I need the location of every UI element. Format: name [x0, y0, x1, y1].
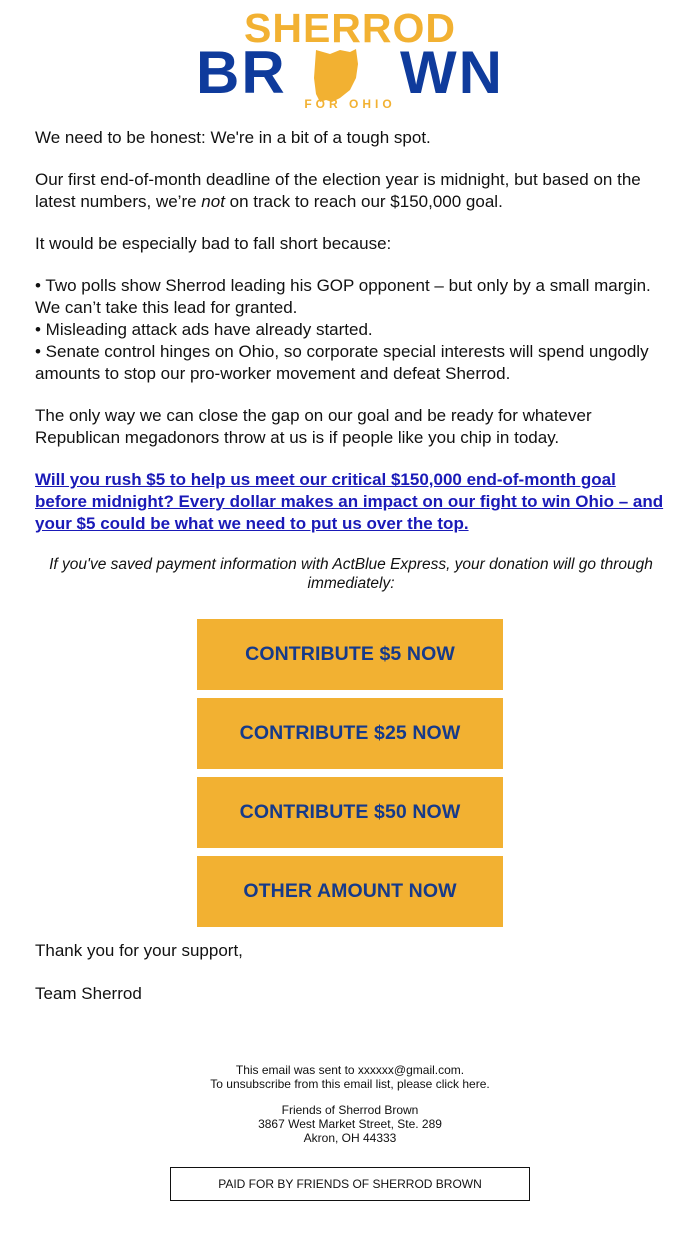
logo-sherrod-text: SHERROD — [243, 6, 457, 51]
deadline-text-a: Our first end-of-month deadline of the election year is midnight, but based on the latest numbers, we’re — [35, 170, 641, 211]
logo-for-ohio-text: FOR OHIO — [304, 97, 396, 111]
campaign-logo — [190, 6, 510, 112]
footer-recipient — [0, 1063, 700, 1091]
email-body — [35, 127, 667, 613]
deadline-paragraph — [35, 169, 667, 213]
reason-item: • Misleading attack ads have already started. — [35, 320, 373, 339]
intro-paragraph: We need to be honest: We're in a bit of a tough spot. — [35, 128, 431, 147]
address-line-2: Akron, OH 44333 — [303, 1131, 397, 1145]
reasons-list — [35, 275, 667, 385]
thanks-text: Thank you for your support, — [35, 941, 243, 960]
ohio-shape-icon — [314, 49, 358, 102]
fall-short-paragraph: It would be especially bad to fall short because: — [35, 234, 392, 253]
address-line-1: 3867 West Market Street, Ste. 289 — [258, 1117, 442, 1131]
logo-brown-right-text: WN — [400, 39, 504, 106]
reason-item: • Two polls show Sherrod leading his GOP opponent – but only by a small margin. We can’t take this lead for granted. — [35, 276, 651, 317]
sent-to-text: This email was sent to xxxxxx@gmail.com. — [235, 1063, 465, 1077]
reason-item: • Senate control hinges on Ohio, so corporate special interests will spend ungodly amounts to stop our pro-worker movement and defeat Sherrod. — [35, 342, 649, 383]
contribute-50-button[interactable]: CONTRIBUTE $50 NOW — [197, 777, 503, 848]
signoff-text: Team Sherrod — [35, 984, 142, 1003]
logo-brown-left-text: BR — [196, 39, 287, 106]
contribute-25-button[interactable]: CONTRIBUTE $25 NOW — [197, 698, 503, 769]
unsubscribe-link[interactable]: To unsubscribe from this email list, please click here. — [210, 1077, 490, 1091]
deadline-text-b: on track to reach our $150,000 goal. — [224, 192, 503, 211]
actblue-express-note: If you've saved payment information with ActBlue Express, your donation will go through immediately: — [49, 556, 653, 592]
org-name: Friends of Sherrod Brown — [281, 1103, 419, 1117]
other-amount-button[interactable]: OTHER AMOUNT NOW — [197, 856, 503, 927]
contribute-5-button[interactable]: CONTRIBUTE $5 NOW — [197, 619, 503, 690]
footer-address — [0, 1103, 700, 1145]
paid-for-disclaimer: PAID FOR BY FRIENDS OF SHERROD BROWN — [170, 1167, 530, 1201]
deadline-emphasis: not — [201, 192, 225, 211]
donate-cta-link[interactable]: Will you rush $5 to help us meet our critical $150,000 end-of-month goal before midnight? Every dollar makes an impact on our fight to win Ohio – and your $5 could be what we need to put us over the top. — [35, 470, 664, 533]
close-gap-paragraph: The only way we can close the gap on our goal and be ready for whatever Republican megadonors throw at us is if people like you chip in today. — [35, 406, 592, 447]
